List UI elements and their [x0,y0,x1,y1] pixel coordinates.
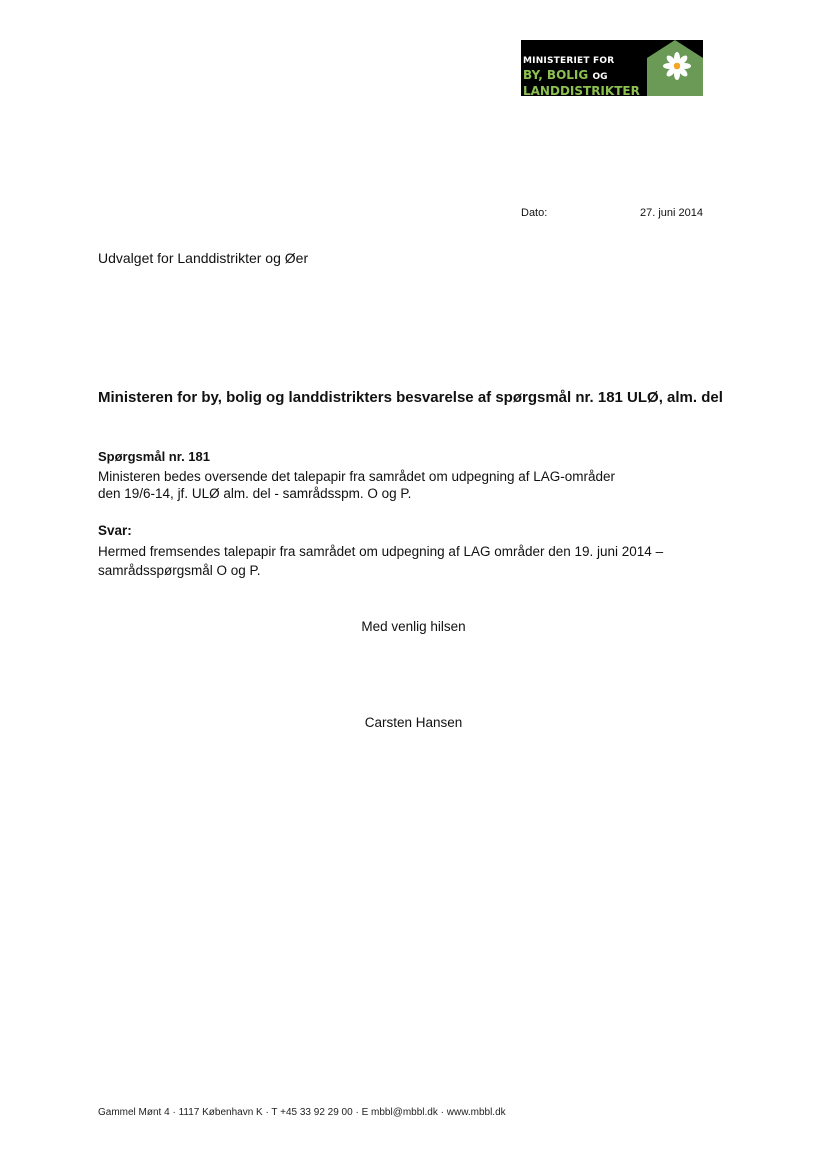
document-heading: Ministeren for by, bolig og landdistrikters besvarelse af spørgsmål nr. 181 ULØ, alm. del [98,389,723,406]
answer-line-1: Hermed fremsendes talepapir fra samrådet om udpegning af LAG områder den 19. juni 2014 – [98,544,664,559]
logo-line-2-small: OG [592,72,608,82]
question-title: Spørgsmål nr. 181 [98,449,210,464]
logo-line-1: MINISTERIET FOR [523,56,615,66]
logo-line-3: LANDDISTRIKTER [523,84,640,96]
answer-body [98,542,708,580]
ministry-logo [521,40,703,96]
logo-line-2-main: BY, BOLIG [523,68,589,82]
logo-text [523,54,640,96]
logo-line-2 [523,68,640,84]
question-body [98,468,658,502]
date-value: 27. juni 2014 [640,207,703,219]
question-line-1: Ministeren bedes oversende det talepapir fra samrådet om udpegning af LAG-områder [98,469,616,484]
answer-line-2: samrådsspørgsmål O og P. [98,563,261,578]
answer-title: Svar: [98,523,132,538]
closing: Med venlig hilsen [361,619,466,634]
footer-contact: Gammel Mønt 4 · 1117 København K · T +45 33 92 29 00 · E mbbl@mbbl.dk · www.mbbl.dk [98,1107,506,1118]
recipient: Udvalget for Landdistrikter og Øer [98,250,309,266]
question-line-2: den 19/6-14, jf. ULØ alm. del - samrådsspm. O og P. [98,486,412,501]
date-label: Dato: [521,207,548,219]
house-flower-icon [647,40,703,96]
signature: Carsten Hansen [364,715,463,730]
